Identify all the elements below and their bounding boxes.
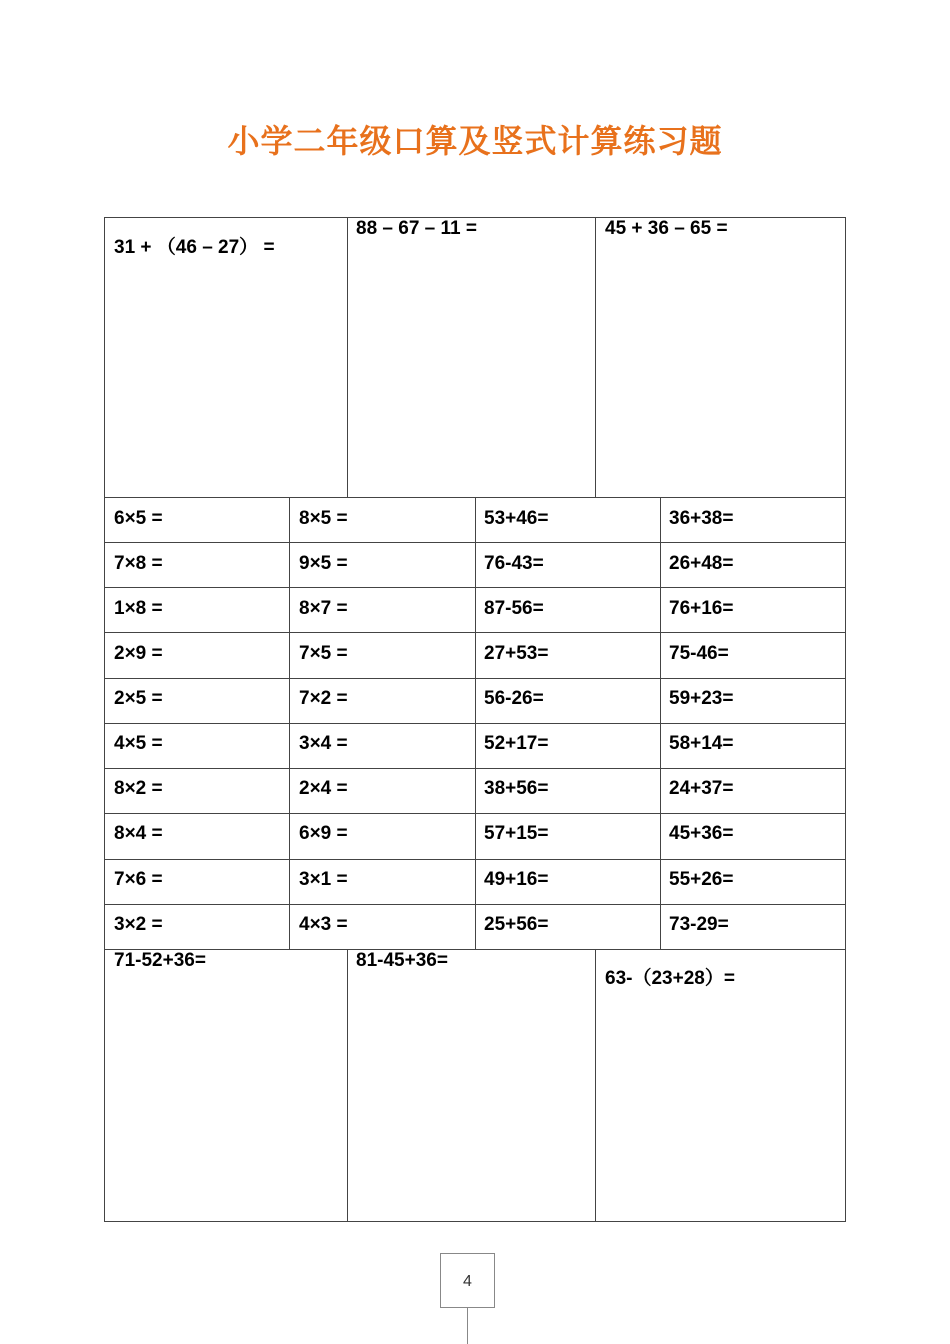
oral-item: 3×1 =: [299, 869, 348, 890]
col-line: [475, 497, 476, 949]
oral-item: 27+53=: [484, 643, 549, 664]
page-number-stem: [467, 1308, 468, 1344]
table-border-left: [104, 217, 105, 1222]
row-line: [104, 949, 846, 950]
oral-item: 7×2 =: [299, 688, 348, 709]
oral-item: 8×2 =: [114, 778, 163, 799]
oral-item: 2×9 =: [114, 643, 163, 664]
oral-item: 56-26=: [484, 688, 544, 709]
oral-item: 3×4 =: [299, 733, 348, 754]
top-problem: 31 + （46 – 27） =: [114, 237, 275, 258]
oral-item: 1×8 =: [114, 598, 163, 619]
oral-item: 59+23=: [669, 688, 734, 709]
oral-item: 87-56=: [484, 598, 544, 619]
oral-item: 7×5 =: [299, 643, 348, 664]
oral-item: 6×9 =: [299, 823, 348, 844]
oral-item: 76+16=: [669, 598, 734, 619]
page-title: 小学二年级口算及竖式计算练习题: [227, 122, 723, 160]
oral-item: 7×6 =: [114, 869, 163, 890]
oral-item: 36+38=: [669, 508, 734, 529]
oral-item: 9×5 =: [299, 553, 348, 574]
top-divider-2: [595, 217, 596, 497]
oral-item: 8×4 =: [114, 823, 163, 844]
table-border-right: [845, 217, 846, 1222]
oral-item: 57+15=: [484, 823, 549, 844]
oral-item: 26+48=: [669, 553, 734, 574]
oral-item: 7×8 =: [114, 553, 163, 574]
oral-item: 8×5 =: [299, 508, 348, 529]
top-divider-1: [347, 217, 348, 497]
top-problem: 45 + 36 – 65 =: [605, 218, 728, 239]
oral-item: 75-46=: [669, 643, 729, 664]
bottom-divider-2: [595, 949, 596, 1222]
oral-item: 2×4 =: [299, 778, 348, 799]
oral-item: 49+16=: [484, 869, 549, 890]
oral-item: 73-29=: [669, 914, 729, 935]
page-number: 4: [440, 1253, 495, 1308]
table-border-bottom: [104, 1221, 846, 1222]
oral-item: 55+26=: [669, 869, 734, 890]
oral-item: 38+56=: [484, 778, 549, 799]
bottom-problem: 63-（23+28）=: [605, 968, 735, 989]
oral-item: 45+36=: [669, 823, 734, 844]
oral-item: 76-43=: [484, 553, 544, 574]
bottom-problem: 81-45+36=: [356, 950, 448, 971]
oral-item: 25+56=: [484, 914, 549, 935]
oral-item: 4×3 =: [299, 914, 348, 935]
bottom-problem: 71-52+36=: [114, 950, 206, 971]
oral-item: 4×5 =: [114, 733, 163, 754]
oral-item: 53+46=: [484, 508, 549, 529]
worksheet-table: [104, 217, 846, 1222]
oral-item: 2×5 =: [114, 688, 163, 709]
col-line: [660, 497, 661, 949]
oral-item: 24+37=: [669, 778, 734, 799]
oral-item: 3×2 =: [114, 914, 163, 935]
oral-item: 6×5 =: [114, 508, 163, 529]
col-line: [289, 497, 290, 949]
oral-item: 58+14=: [669, 733, 734, 754]
top-problem: 88 – 67 – 11 =: [356, 218, 477, 239]
oral-item: 52+17=: [484, 733, 549, 754]
oral-item: 8×7 =: [299, 598, 348, 619]
bottom-divider-1: [347, 949, 348, 1222]
